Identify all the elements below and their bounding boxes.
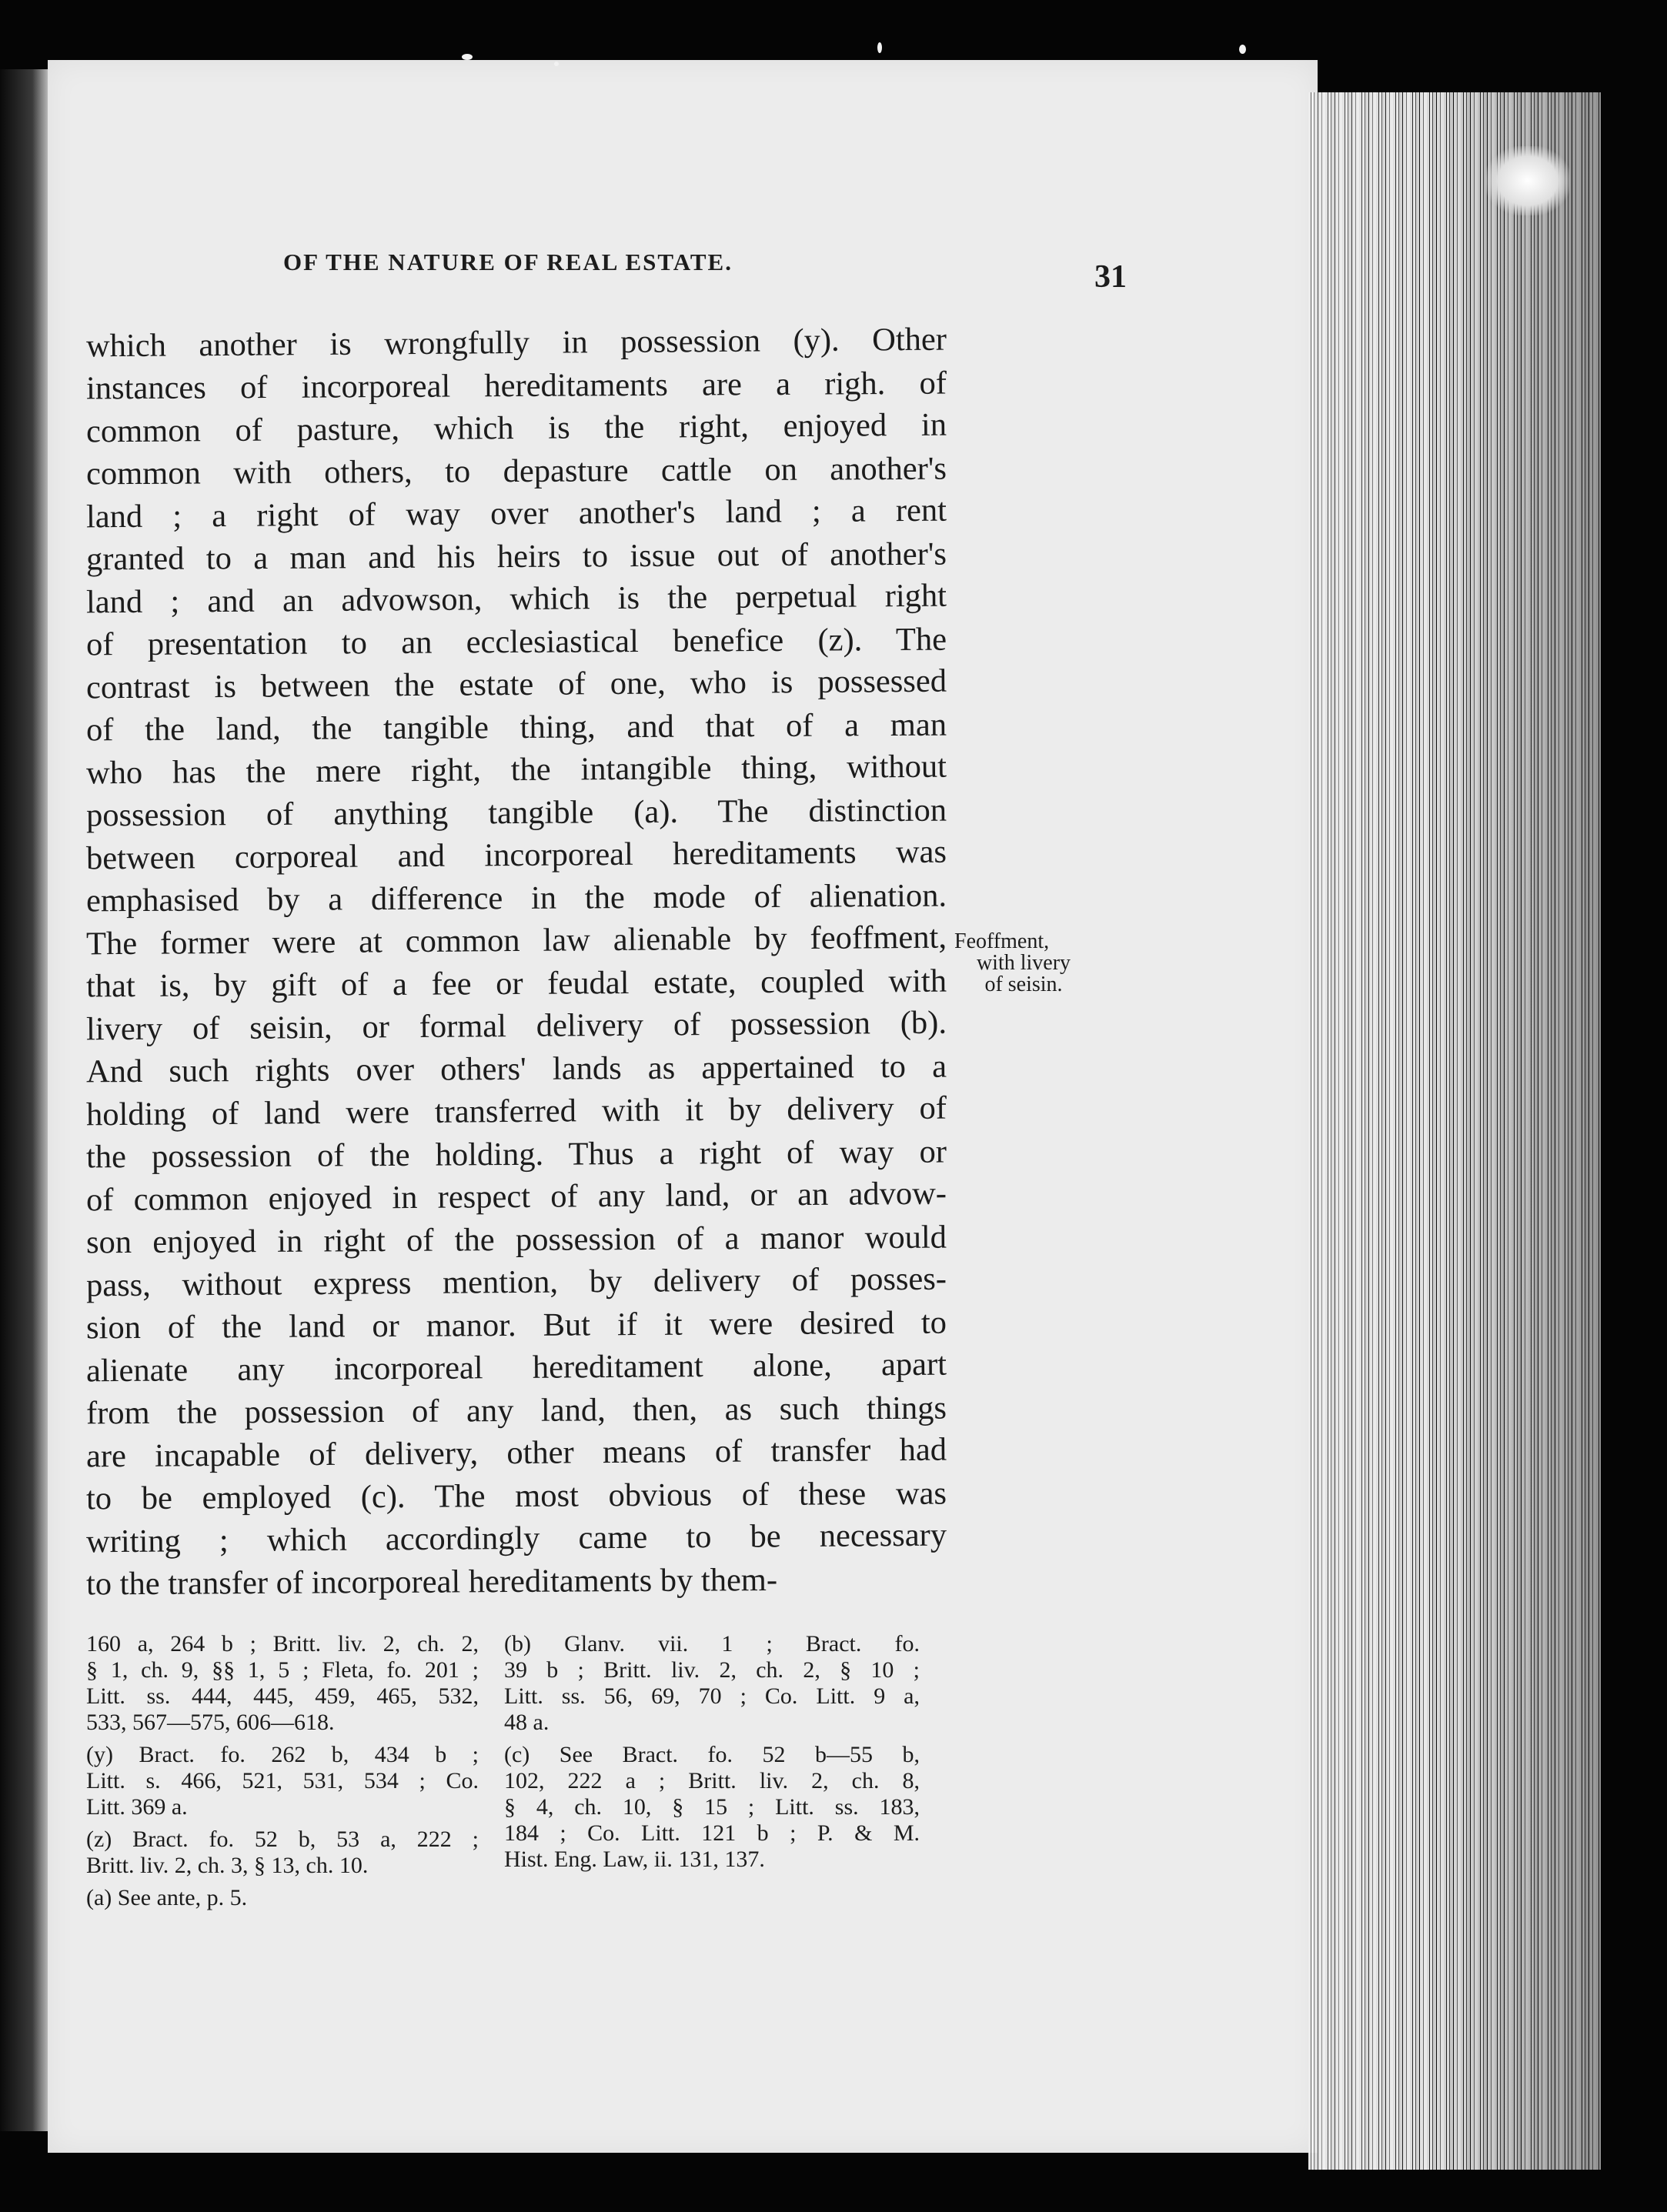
footnote-line: 533, 567—575, 606—618. — [86, 1710, 335, 1735]
footnote — [86, 1827, 479, 1879]
footnote-line: Litt. ss. 56, 69, 70 ; Co. Litt. 9 a, — [504, 1683, 920, 1709]
footnote-line: 102, 222 a ; Britt. liv. 2, ch. 8, — [504, 1768, 920, 1793]
footnote-line: Britt. liv. 2, ch. 3, § 13, ch. 10. — [86, 1853, 369, 1878]
footnote-line: § 4, ch. 10, § 15 ; Litt. ss. 183, — [504, 1794, 920, 1820]
scan-speck — [877, 42, 882, 53]
body-line: emphasised by a difference in the mode of alienation. — [85, 877, 947, 919]
page-edges-shade — [1308, 92, 1601, 2170]
footnote-line: 39 b ; Britt. liv. 2, ch. 2, § 10 ; — [504, 1657, 920, 1683]
footnote-line: 184 ; Co. Litt. 121 b ; P. & M. — [504, 1820, 920, 1846]
footnote-line: Litt. ss. 444, 445, 459, 465, 532, — [86, 1683, 479, 1709]
body-line: of presentation to an ecclesiastical benefice (z). The — [85, 621, 947, 662]
body-line: common of pasture, which is the right, enjoyed in — [85, 406, 947, 450]
body-line: holding of land were transferred with it by delivery of — [85, 1089, 947, 1133]
footnote — [86, 1742, 479, 1820]
body-line: who has the mere right, the intangible thing, without — [85, 748, 947, 792]
body-line: land ; a right of way over another's land ; a rent — [85, 492, 947, 535]
body-line: contrast is between the estate of one, who is possessed — [85, 662, 947, 706]
body-text — [86, 322, 947, 1603]
body-line: common with others, to depasture cattle on another's — [85, 450, 947, 492]
body-line: are incapable of delivery, other means of transfer had — [85, 1431, 947, 1475]
body-line: which another is wrongfully in possession (y). Other — [85, 321, 947, 365]
footnotes-right-column — [504, 1631, 920, 1879]
body-line: from the possession of any land, then, as such things — [85, 1390, 947, 1431]
body-line: between corporeal and incorporeal hereditaments was — [85, 833, 947, 877]
body-line: son enjoyed in right of the possession of a manor would — [85, 1219, 947, 1260]
body-line: the possession of the holding. Thus a right of way or — [85, 1133, 947, 1175]
body-line: alienate any incorporeal hereditament alone, apart — [85, 1346, 947, 1390]
footnote-line: (b) Glanv. vii. 1 ; Bract. fo. — [504, 1631, 920, 1656]
scan-speck — [462, 54, 473, 60]
body-line: land ; and an advowson, which is the perpetual right — [85, 577, 947, 621]
footnote-line: Litt. 369 a. — [86, 1794, 188, 1820]
running-head: OF THE NATURE OF REAL ESTATE. — [283, 249, 733, 275]
body-line: to be employed (c). The most obvious of these was — [85, 1475, 947, 1516]
body-line: granted to a man and his heirs to issue out of another's — [85, 535, 947, 577]
footnote-line: (a) See ante, p. 5. — [86, 1885, 248, 1910]
page-edge-highlight — [1485, 146, 1570, 215]
body-line: sion of the land or manor. But if it were desired to — [85, 1304, 947, 1346]
footnote-line: § 1, ch. 9, §§ 1, 5 ; Fleta, fo. 201 ; — [86, 1657, 479, 1683]
footnote-line: (c) See Bract. fo. 52 b—55 b, — [504, 1742, 920, 1767]
footnotes-left-column — [86, 1631, 479, 1917]
body-line: of the land, the tangible thing, and that of a man — [85, 706, 947, 748]
scan-speck — [554, 62, 559, 66]
footnote — [86, 1885, 479, 1911]
body-line: instances of incorporeal hereditaments are a righ. of — [85, 365, 947, 406]
body-line: to the transfer of incorporeal hereditaments by them- — [85, 1561, 778, 1602]
footnote-line: Hist. Eng. Law, ii. 131, 137. — [504, 1847, 765, 1872]
body-line: pass, without express mention, by delivery of posses- — [85, 1260, 947, 1304]
body-line: possession of anything tangible (a). The distinction — [85, 792, 947, 833]
scan-speck — [1239, 45, 1246, 54]
page-number: 31 — [1094, 259, 1127, 295]
body-line: And such rights over others' lands as appertained to a — [85, 1048, 947, 1089]
footnote — [504, 1631, 920, 1736]
marginal-note-line: Feoffment, — [954, 929, 1050, 953]
body-line: The former were at common law alienable by feoffment, — [85, 919, 947, 963]
body-line: writing ; which accordingly came to be necessary — [85, 1516, 947, 1560]
body-line: livery of seisin, or formal delivery of possession (b). — [85, 1004, 947, 1048]
footnote-line: 48 a. — [504, 1710, 550, 1735]
footnote-line: Litt. s. 466, 521, 531, 534 ; Co. — [86, 1768, 479, 1793]
footnote-line: 160 a, 264 b ; Britt. liv. 2, ch. 2, — [86, 1631, 479, 1656]
footnote-line: (y) Bract. fo. 262 b, 434 b ; — [86, 1742, 479, 1767]
marginal-note — [954, 931, 1093, 996]
footnote — [504, 1742, 920, 1873]
marginal-note-line: with livery — [976, 951, 1071, 975]
footnote — [86, 1631, 479, 1736]
body-line: that is, by gift of a fee or feudal estate, coupled with — [85, 963, 947, 1004]
marginal-note-line: of seisin. — [984, 973, 1063, 996]
footnote-line: (z) Bract. fo. 52 b, 53 a, 222 ; — [86, 1827, 479, 1852]
book-spine-edge — [0, 69, 54, 2131]
body-line: of common enjoyed in respect of any land, or an advow- — [85, 1175, 947, 1219]
